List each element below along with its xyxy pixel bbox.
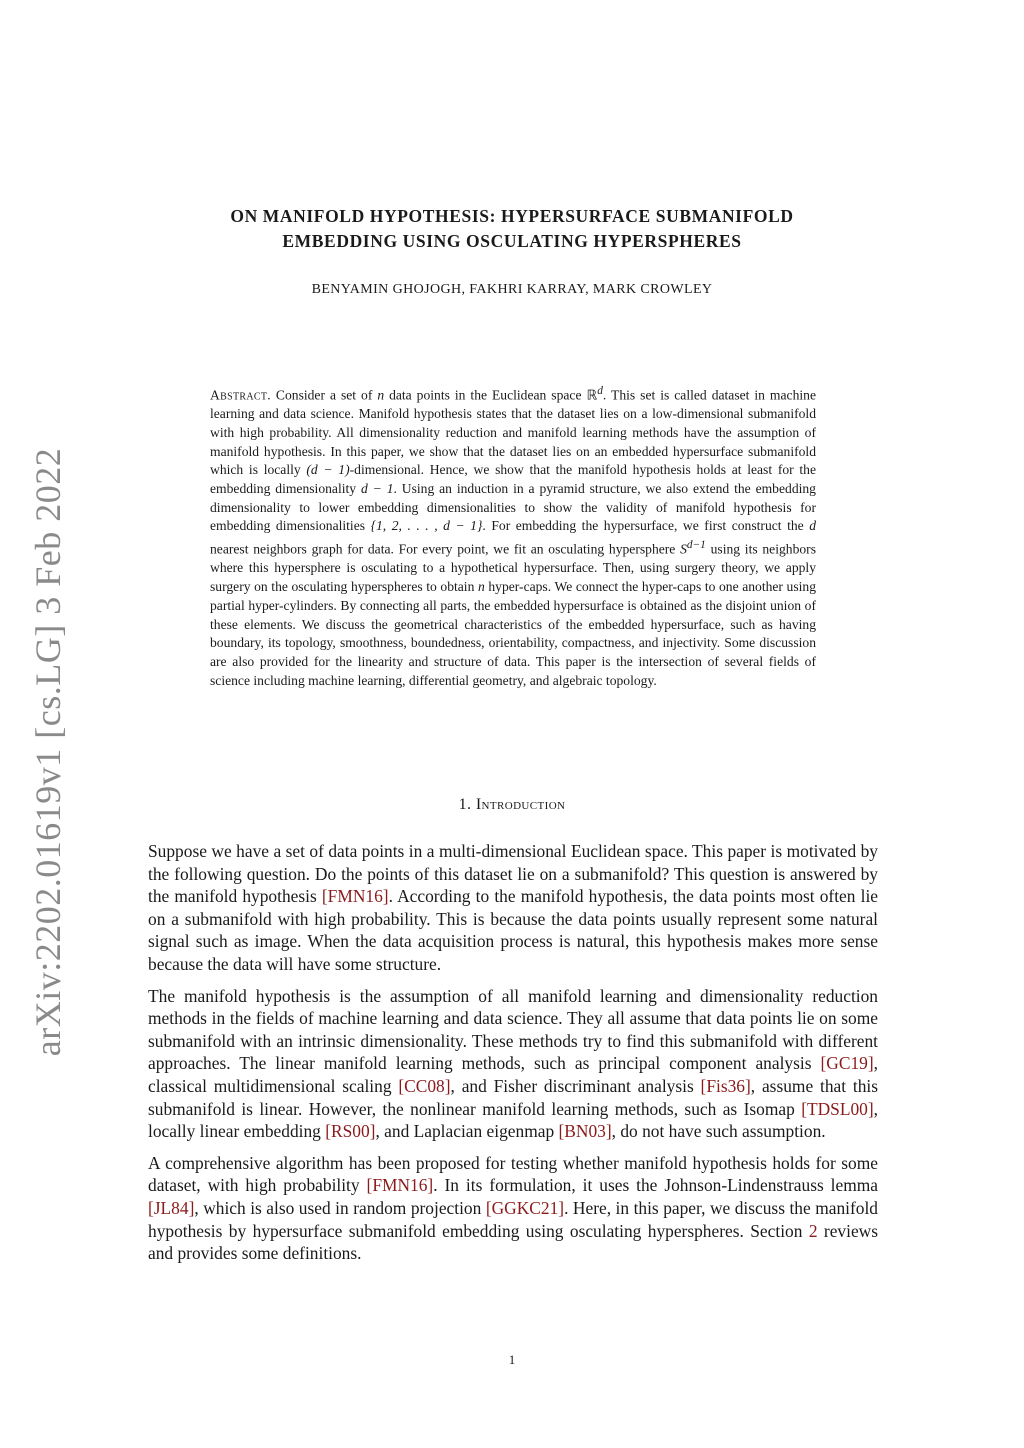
arxiv-identifier: arXiv:2202.01619v1 [cs.LG] 3 Feb 2022 xyxy=(28,447,68,1057)
math-expression: {1, 2, . . . , d − 1} xyxy=(370,518,483,534)
citation-link[interactable]: [CC08] xyxy=(398,1075,451,1096)
paragraph-text: reviews and provides some definitions. xyxy=(148,1220,878,1264)
paragraph-text: , do not have such assumption. xyxy=(611,1121,826,1142)
paragraph-text: . Here, in this paper, we discuss the manifold hypothesis by hypersurface submanifold embedding using osculating hyperspheres. Section xyxy=(148,1197,878,1241)
title-line: ON MANIFOLD HYPOTHESIS: HYPERSURFACE SUBMANIFOLD xyxy=(230,206,794,226)
math-symbol: n xyxy=(377,387,385,403)
citation-link[interactable]: [FMN16] xyxy=(366,1175,434,1196)
section-number: 1. xyxy=(458,796,472,813)
math-symbol: d xyxy=(809,518,817,534)
citation-link[interactable]: [Fis36] xyxy=(700,1075,751,1096)
paper-title xyxy=(0,204,1024,254)
paragraph-text: . In its formulation, it uses the Johnson-Lindenstrauss lemma xyxy=(433,1175,878,1196)
abstract-text: data points in the Euclidean space xyxy=(384,387,587,403)
paragraph-text: , and Fisher discriminant analysis xyxy=(450,1075,701,1096)
math-symbol: ℝ xyxy=(586,387,598,403)
abstract-text: nearest neighbors graph for data. For every point, we fit an osculating hypersphere xyxy=(210,541,681,557)
math-superscript: d−1 xyxy=(686,539,706,552)
citation-link[interactable]: [FMN16] xyxy=(321,886,389,907)
paragraph-text: Suppose we have a set of data points in a multi-dimensional Euclidean space. This paper is motivated by the following question. Do the points of this dataset lie on a submanifold? This question is answered by the manifold hypothesis xyxy=(148,841,878,907)
citation-link[interactable]: [GGKC21] xyxy=(485,1197,565,1218)
paragraph-text: The manifold hypothesis is the assumption of all manifold learning and dimensionality reduction methods in the fields of machine learning and data science. They all assume that data points lie on some submanifold with an intrinsic dimensionality. These methods try to find this submanifold with different approaches. The linear manifold learning methods, such as principal component analysis xyxy=(148,985,878,1074)
paragraph-text: , classical multidimensional scaling xyxy=(148,1053,878,1096)
math-superscript: d xyxy=(597,385,603,397)
paragraph-text: , assume that this submanifold is linear. However, the nonlinear manifold learning methods, such as Isomap xyxy=(148,1075,879,1119)
paragraph xyxy=(148,985,878,1143)
abstract-text: . Using an induction in a pyramid structure, we also extend the embedding dimensionality to lower embedding dimensionalities to show the validity of manifold hypothesis for embedding dimensionalities xyxy=(210,481,816,534)
abstract xyxy=(210,382,816,690)
arxiv-sidebar-stamp xyxy=(28,447,68,1057)
paragraph-text: , locally linear embedding xyxy=(148,1098,878,1142)
math-symbol: n xyxy=(477,579,485,595)
citation-link[interactable]: [RS00] xyxy=(325,1121,376,1142)
paragraph-text: , and Laplacian eigenmap xyxy=(375,1121,559,1142)
abstract-text: hyper-caps. We connect the hyper-caps to one another using partial hyper-cylinders. By connecting all parts, the embedded hypersurface is obtained as the disjoint union of these elements. We discuss the geometrical characteristics of the embedded hypersurface, such as having boundary, its topology, smoothness, boundedness, orientability, compactness, and injectivity. Some discussion are also provided for the linearity and structure of data. This paper is the intersection of several fields of science including machine learning, differential geometry, and algebraic topology. xyxy=(210,579,816,688)
abstract-text: using its neighbors where this hypersphere is osculating to a hypothetical hypersurface. Then, using surgery theory, we apply surgery on the osculating hyperspheres to obtain xyxy=(210,541,816,595)
math-expression: (d − 1) xyxy=(306,462,350,478)
citation-link[interactable]: [JL84] xyxy=(148,1197,195,1218)
paragraph xyxy=(148,840,878,976)
section-heading-introduction xyxy=(0,796,1024,814)
abstract-text: . This set is called dataset in machine learning and data science. Manifold hypothesis states that the dataset lies on a low-dimensional submanifold with high probability. All dimensionality reduction and manifold learning methods have the assumption of manifold hypothesis. In this paper, we show that the dataset lies on an embedded hypersurface submanifold which is locally xyxy=(210,387,816,478)
abstract-text: . For embedding the hypersurface, we first construct the xyxy=(482,518,810,534)
abstract-text: Consider a set of xyxy=(275,387,378,403)
math-expression: d − 1 xyxy=(360,481,394,497)
paragraph-text: , which is also used in random projection xyxy=(194,1197,486,1218)
citation-link[interactable]: [BN03] xyxy=(558,1121,612,1142)
section-title: Introduction xyxy=(475,796,566,813)
citation-link[interactable]: [TDSL00] xyxy=(801,1098,874,1119)
author-list: BENYAMIN GHOJOGH, FAKHRI KARRAY, MARK CROWLEY xyxy=(311,282,713,297)
paragraph-text: . According to the manifold hypothesis, the data points most often lie on a submanifold with high probability. This is because the data points usually represent some natural signal such as image. When the data acquisition process is natural, this hypothesis makes more sense because the data will have some structure. xyxy=(148,886,878,974)
section-reference-link[interactable]: 2 xyxy=(808,1220,818,1241)
title-line: EMBEDDING USING OSCULATING HYPERSPHERES xyxy=(282,231,742,251)
abstract-text: -dimensional. Hence, we show that the manifold hypothesis holds at least for the embedding dimensionality xyxy=(210,462,816,497)
abstract-label: Abstract. xyxy=(210,387,271,403)
page-number: 1 xyxy=(508,1352,516,1367)
paragraph xyxy=(148,1152,878,1265)
math-symbol: S xyxy=(680,541,687,557)
citation-link[interactable]: [GC19] xyxy=(820,1053,874,1074)
introduction-body xyxy=(148,840,878,1274)
paragraph-text: A comprehensive algorithm has been proposed for testing whether manifold hypothesis holds for some dataset, with high probability xyxy=(148,1152,878,1196)
